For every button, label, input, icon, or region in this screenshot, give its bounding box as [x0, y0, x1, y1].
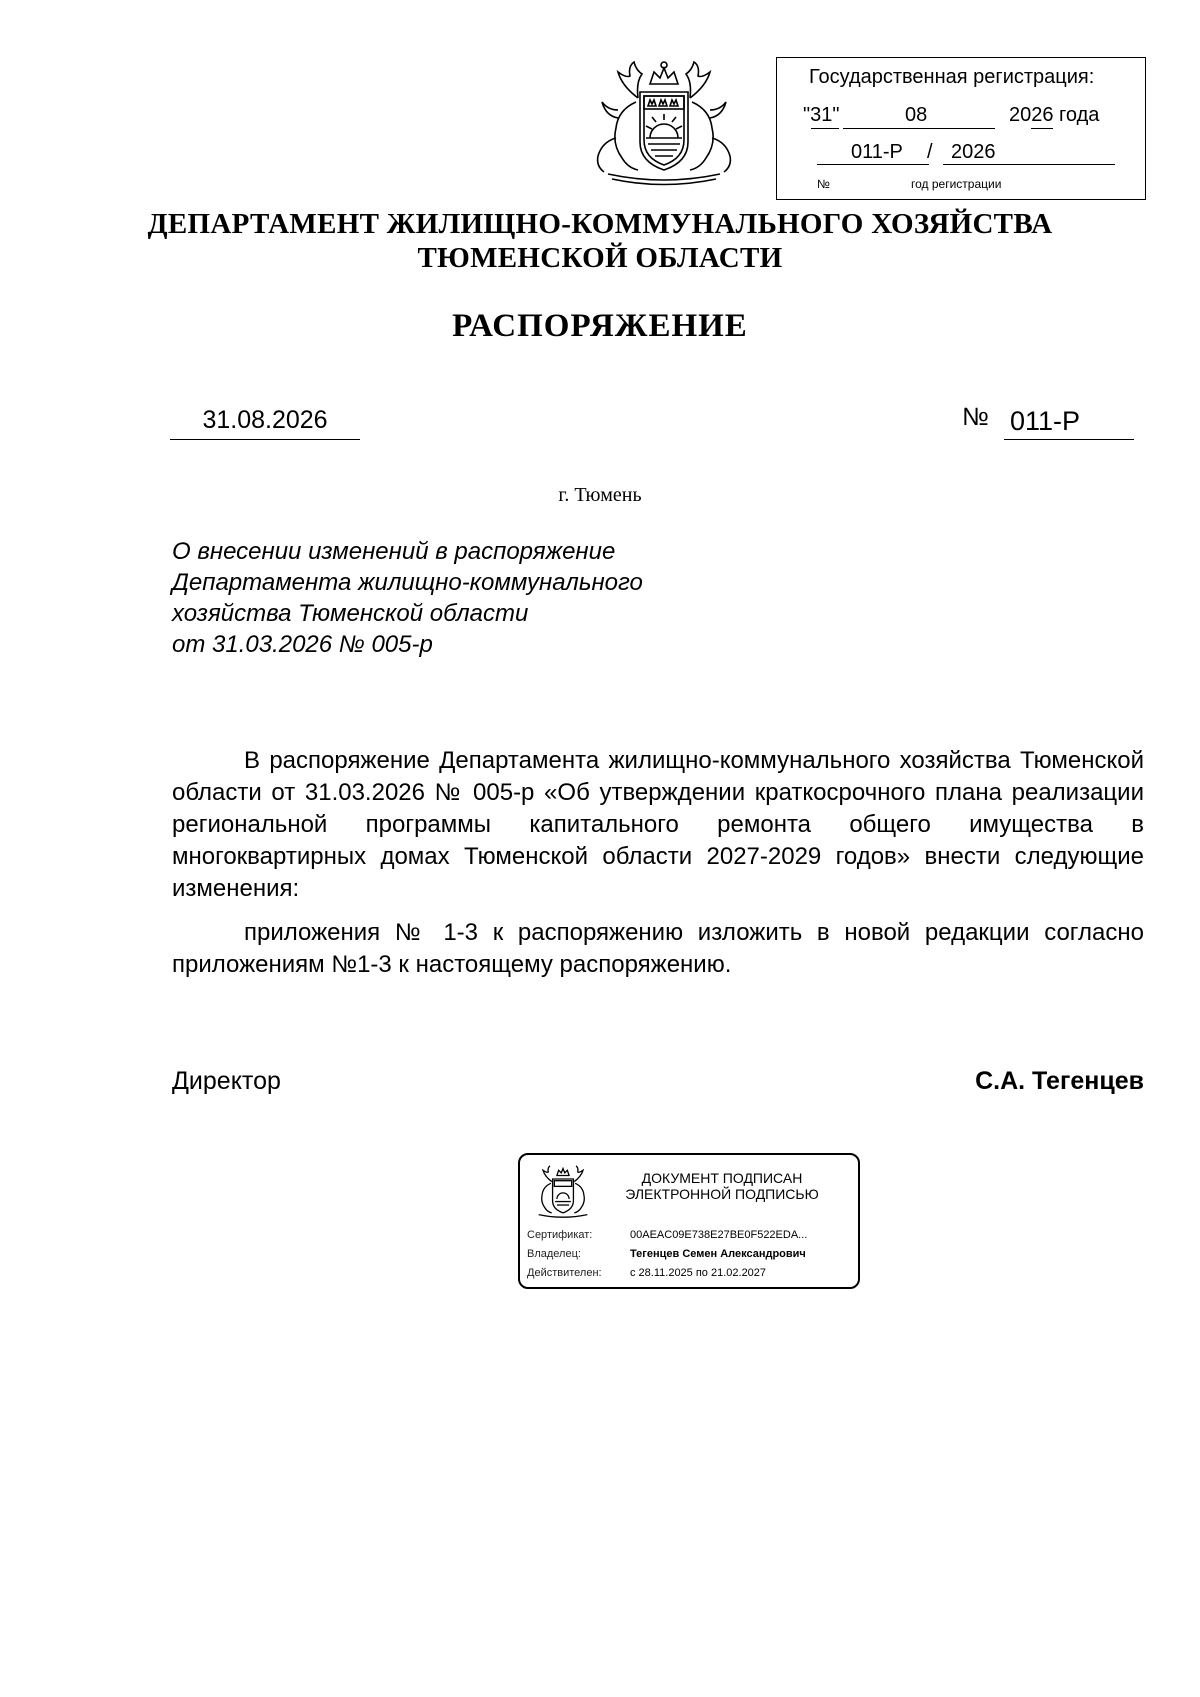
- registration-year2-underline: [943, 164, 1115, 165]
- electronic-signature-stamp: [518, 1153, 860, 1289]
- registration-title: Государственная регистрация:: [809, 66, 1095, 88]
- document-date-underline: [170, 439, 360, 440]
- department-title-line1: ДЕПАРТАМЕНТ ЖИЛИЩНО-КОММУНАЛЬНОГО ХОЗЯЙСТВА: [147, 208, 1053, 240]
- stamp-title-line2: ЭЛЕКТРОННОЙ ПОДПИСЬЮ: [625, 1186, 819, 1202]
- registration-box: [776, 57, 1146, 200]
- city-name: г. Тюмень: [558, 484, 642, 506]
- body-paragraph: В распоряжение Департамента жилищно-коммунального хозяйства Тюменской области от 31.03.2026 № 005-р «Об утверждении краткосрочного плана реализации региональной программы капитального ремонта общего имущества в многоквартирных домах Тюменской области 2027-2029 годов» внести следующие изменения:: [172, 747, 1144, 902]
- document-number-sign: №: [962, 403, 989, 431]
- owner-value: Тегенцев Семен Александрович: [630, 1248, 806, 1260]
- owner-label: Владелец:: [527, 1248, 581, 1260]
- certificate-label: Сертификат:: [527, 1229, 593, 1241]
- registration-day: "31": [803, 104, 840, 126]
- registration-slash: /: [927, 141, 933, 163]
- subject-line: от 31.03.2026 № 005-р: [172, 631, 433, 658]
- registration-reg-year: 2026: [951, 141, 996, 163]
- registration-number-caption: №: [817, 177, 830, 191]
- signer-name: С.А. Тегенцев: [975, 1067, 1144, 1095]
- registration-day-underline: [811, 128, 839, 129]
- document-subject: [172, 536, 732, 660]
- certificate-value: 00AEAC09E738E27BE0F522EDA...: [630, 1229, 808, 1241]
- registration-year: 2026 года: [1009, 104, 1100, 126]
- document-date: 31.08.2026: [202, 406, 328, 434]
- document-type-title: РАСПОРЯЖЕНИЕ: [452, 308, 748, 344]
- body-paragraph: приложения № 1-3 к распоряжению изложить в новой редакции согласно приложениям №1-3 к настоящему распоряжению.: [172, 919, 1144, 978]
- coat-of-arms-icon: [588, 58, 740, 186]
- document-number-underline: [1004, 439, 1134, 440]
- department-title-line2: ТЮМЕНСКОЙ ОБЛАСТИ: [417, 242, 783, 274]
- stamp-coat-of-arms-icon: [530, 1162, 596, 1222]
- registration-month: 08: [905, 104, 928, 126]
- registration-year-caption: год регистрации: [911, 177, 1002, 191]
- registration-number-underline: [817, 164, 929, 165]
- subject-line: хозяйства Тюменской области: [172, 600, 529, 627]
- valid-label: Действителен:: [527, 1267, 602, 1279]
- subject-line: Департамента жилищно-коммунального: [172, 569, 643, 596]
- stamp-title: [602, 1170, 842, 1202]
- document-number: 011-Р: [1010, 406, 1081, 436]
- document-body: [172, 745, 1144, 993]
- subject-line: О внесении изменений в распоряжение: [172, 538, 616, 565]
- stamp-title-line1: ДОКУМЕНТ ПОДПИСАН: [641, 1170, 803, 1186]
- registration-year-underline: [1031, 128, 1053, 129]
- signer-position: Директор: [172, 1067, 281, 1095]
- registration-month-underline: [843, 128, 995, 129]
- valid-value: с 28.11.2025 по 21.02.2027: [630, 1267, 767, 1279]
- registration-number: 011-Р: [851, 141, 903, 163]
